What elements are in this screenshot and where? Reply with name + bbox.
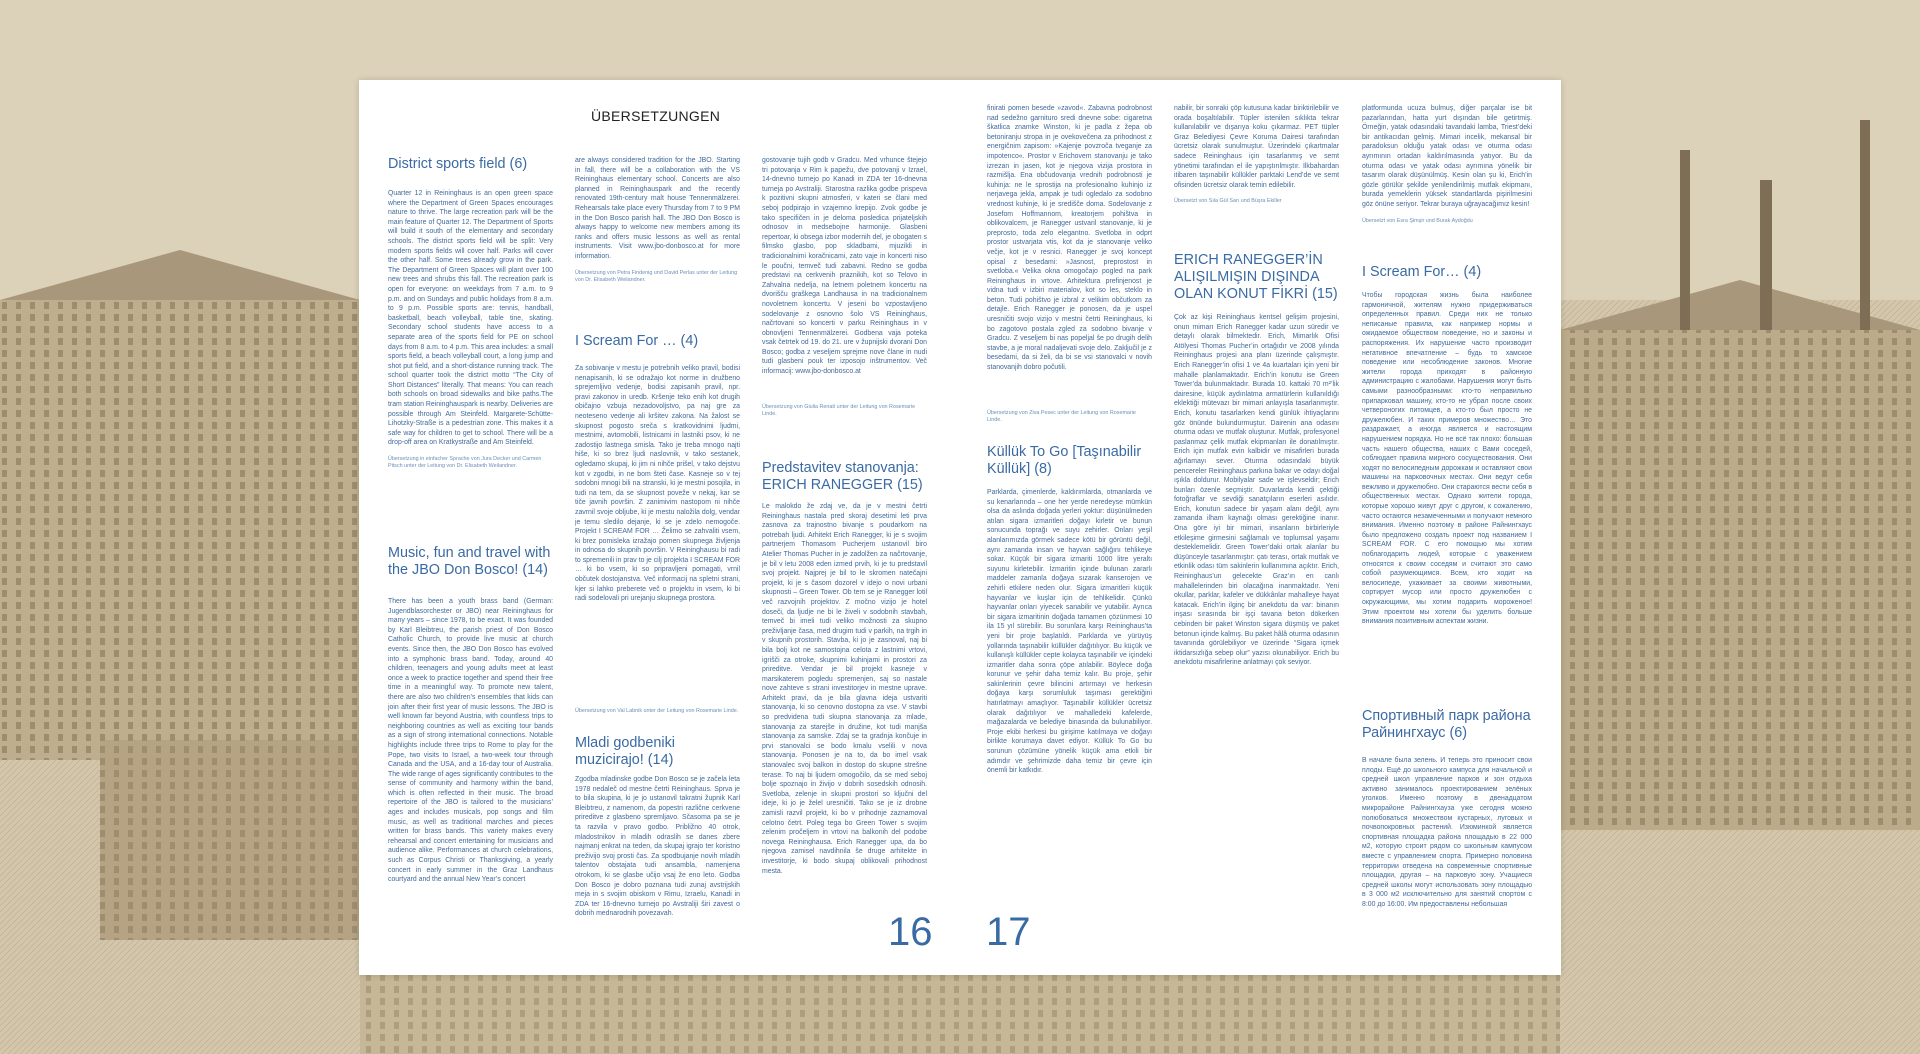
article-body: Чтобы городская жизнь была наиболее гармоничной, жителям нужно придерживаться определенных правил. Среди них не только неписаные правила, как например нормы и ожидаемое обществом поведение, но и законы и распоряжения. Их нарушение часто производит негативное впечатление – будь то хамское поведение или несоблюдение законов. Многие жители города приходят в районную администрацию с жалобами. Нарушения могут быть самыми разнообразными: кто-то неправильно припарковал машину, кто-то не убрал после своих четвероногих питомцев, а кто-то был просто не дружелюбен. И таких примеров множество… Это раздражает, а иногда является и настоящим нарушением порядка. Но не всё так плохо: большая часть нашего общества, наших с Вами соседей, соблюдает правила мирного сосуществования. Они ходят по велосипедным дорожкам и оставляют свои машины на парковочных местах. Они ведут себя вежливо и дружелюбно. Они стараются вести себя в общественных местах. Однако жители города, которые хорошо живут друг с другом, к сожалению, часто остаются незамеченными и получают немного внимания. Именно поэтому в районе Райнингхаус было предложено создать проект под названием I SCREAM FOR. С его помощью мы хотим поблагодарить людей, которые с уважением относятся к своим соседям и считают это само собой разумеющимся. Всем, кто ходит на велосипеде, ухаживает за своими животными, сортирует мусор или просто дружелюбен с окружающими, мы хотим подарить мороженое! Этим проектом мы хотели бы уделить больше внимания позитивным аспектам жизни.: [1362, 292, 1532, 626]
article-heading: I Scream For… (4): [1362, 264, 1482, 280]
article-i-scream-for-sl: [575, 333, 740, 715]
article-heading: Küllük To Go [Taşınabilir Küllük] (8): [987, 444, 1142, 477]
article-predstavitev-stanovanja: [762, 460, 927, 926]
article-mladi-godbeniki-continued: [762, 156, 927, 419]
article-erich-tr-continued: [1362, 104, 1532, 225]
article-mladi-godbeniki: [575, 735, 740, 967]
article-music-jbo: [388, 545, 553, 957]
article-heading: District sports field (6): [388, 156, 528, 172]
article-sport-park-ru: [1362, 708, 1532, 938]
article-body: platformunda ucuza bulmuş, diğer parçalar ise bit pazarlarından, hatta yurt dışından bile getirtmiş. Örneğin, yatak odasındaki tavandaki lamba, Triest’deki bir antikacıdan gelmiş. Mimari incelik, mekansal bir paradoksun olduğu yatak odası ve oturma odası ayrımının ortadan kaldırılmasında yatıyor. Bu da oturma odası ve yatak odası ayrımına yönelik bir tasarım olarak düşünülmüş. Kesin olan şu ki, Erich’in gözle görülür şekilde yenilendirilmiş mutfak ekipmanı, burada yemeklerin yüksek standartlarda pişirilmesini göz önüne seriyor. Tekrar buraya uğrayacağımız kesin!: [1362, 105, 1532, 208]
magazine-spread: [359, 80, 1561, 975]
article-heading: Music, fun and travel with the JBO Don Bosco! (14): [388, 545, 551, 578]
article-body: Le malokdo že zdaj ve, da je v mestni četrti Reininghaus nastala pred skoraj desetimi leti prva zasnova za trajnostno bivanje s poudarkom na potrebah ljudi. Arhitekt Erich Ranegger, ki je s svojim partnerjem Thomasom Pucherjem ustanovil biro Atelier Thomas Pucher in je zadolžen za načrtovanje, je bil v letu 2008 eden izmed prvih, ki je tu predstavil svoj projekt. Najprej je bil to le skromen natečajni projekt, ki je s časom dozorel v idejo o novi urbani skupnosti – Green Tower. Ob tem se je Ranegger lotil več razvojnih projektov. Z močno vizijo je hotel doseči, da ljudje ne bi le živeli v sodobnih stavbah, temveč bi imeli tudi veliko možnosti za skupno preživljanje časa, med drugim tudi v parkih, na trgih in v skupnih prostorih. Stavba, ki jo je zasnoval, naj bi bila bolj kot ne samostojna celota z lastnimi vrtovi, igrišči za otroke, skupnimi kuhinjami in prostori za prireditve. Vendar je bil projekt kasneje v marsikaterem pogledu spremenjen, saj so nastale nove zahteve s strani investitorjev in mestne uprave. Arhitekt pravi, da je bila glavna ideja ustvariti stanovanja, ki so cenovno dostopna za vse. V stavbi so predvidena tudi skupna stanovanja za mlade, stanovanja za starejše in družine, kot tudi manjša stanovanja za samske. Zdaj se ta gradnja končuje in prvi stanovalci se bodo kmalu vselili v nova stanovanja. Ponosen je na to, da bo imel vsak stanovalec svoj balkon in dostop do skupne strešne terase. To naj bi ljudem omogočilo, da se med seboj bolje spoznajo in živijo v dobrih sosedskih odnosih. Svetloba, zelenje in skupni prostori so ključni del ideje, ki jo je želel uresničiti. Tako se je iz drobne zamisli razvil projekt, ki bo v prihodnje zaznamoval celotno četrt. Poleg tega bo Green Tower s svojim zelenim pročeljem in vrtovi na balkonih del podobe novega Reininghausa. Erich Ranegger upa, da bo njegova zamisel navdihnila še druge arhitekte in investitorje, ki bodo skupaj oblikovali prihodnost mesta.: [762, 503, 927, 875]
article-body: Quarter 12 in Reininghaus is an open green space where the Department of Green Spaces encourages nature to thrive. The large recreation park will be the main feature of Quarter 12. The Department of Sports will build it south of the elementary and secondary schools. The district sports field will be split: Very modern sports fields will cover half. Parks will cover the other half. Some trees already grow in the park. The Department of Green Spaces will plant over 100 new trees and shrubs this fall. The recreation park is open for everyone: on weekdays from 7 a.m. to 9 p.m. and on Sundays and public holidays from 8 a.m. to 9 p.m. Possible sports are: tennis, handball, basketball, beach volleyball, table tine, skating. Secondary school students have access to a separate area of the sports field for PE on school days from 8 a.m. to 4 p.m. This area includes: a small sports field, a beach volleyball court, a long jump and shot put field, and a short-distance running track. The school quarter took the district motto “The City of Short Distances” literally. That means: You can reach both schools on broad sidewalks and bike paths.The tram station Reininghauspark is nearby. Deliveries are possible through Am Steinfeld. Margarete-Schütte-Lihotzky-Straße is a pedestrian zone. This makes it a safe way for children to get to school. There will be a drop-off area on Kratkystraße and Am Steinfeld.: [388, 190, 553, 447]
translator-credit: Übersetzt von Sıla Gül Sarı und Büşra Ekiller: [1174, 198, 1282, 205]
translator-credit: Übersetzt von Esra Şimşir und Burak Aydoğdu: [1362, 217, 1473, 224]
article-heading: Predstavitev stanovanja: ERICH RANEGGER (15): [762, 460, 923, 493]
article-i-scream-for-ru: [1362, 264, 1532, 655]
article-body: В начале была зелень. И теперь это приносит свои плоды. Ещё до школьного кампуса для начальной и средней школ управление парков и зон отдыха активно занималось проектированием зелёных уголков. Именно поэтому в двенадцатом микрорайоне Райнингхауза уже сегодня можно полюбоваться множеством кустарных, луговых и почвопокровных растений. Изюминкой является спортивная площадка района площадью в 22 000 м2, которую строит рядом со школьным кампусом вместе с управлением спорта. Примерно половина территории отведена на современные спортивные площадки, другая – на парковую зону. Учащиеся средней школы могут использовать зону площадью в 3 000 м2 исключительно для занятий спортом с 8:00 до 16:00. Им предоставлены небольшая: [1362, 757, 1532, 908]
translator-credit: Übersetzung von Val Labnik unter der Leitung von Rosemarie Linde.: [575, 708, 739, 714]
translator-credit: Übersetzung von Petra Findenig und David Perlas unter der Leitung von Dr. Elisabeth Weilandner.: [575, 269, 738, 283]
article-music-jbo-continued: [575, 156, 740, 284]
article-body: are always considered tradition for the JBO. Starting in fall, there will be a collaboration with the VS Reininghaus elementary school. Concerts are also planned in Reininghauspark and the recently renovated 19th-century malt house Tennenmälzerei. Rehearsals take place every Thursday from 7 to 9 PM in the Don Bosco parish hall. The JBO Don Bosco is always happy to welcome new members among its ranks and offers music lessons as well as rental instruments. Visit www.jbo-donbosco.at for more information.: [575, 157, 740, 260]
article-erich-ranegger-tr: [1174, 252, 1339, 909]
article-heading: ERICH RANEGGER’İN ALIŞILMIŞIN DIŞINDA OLAN KONUT FİKRİ (15): [1174, 252, 1338, 302]
article-predstavitev-continued: [987, 104, 1152, 425]
article-body: Parklarda, çimenlerde, kaldırımlarda, otmanlarda ve su kenarlarında – one her yerde neredeyse mümkün olsa da aslında doğada yerleri yoktur: düşünülmeden atılan sigara izmaritleri doğayı kirletir ve bunun sonucunda toprağı ve suyu zehirler. Onları yeşil alanlarımızda görmek sadece kötü bir görüntü değil, aynı zamanda insan ve hayvan sağlığını tehlikeye sokar. Küçük bir sigara izmariti 1000 litre yeraltı suyunu kirletebilir. İzmaritin içinde bulunan zararlı maddeler zamanla doğaya sızarak kanserojen ve zehirli etkilere neden olur. Sigara izmaritleri küçük hayvanlar ve kuşlar için de tehlikelidir. Çünkü hayvanlar onları yiyecek sanabilir ve yutabilir. Ayrıca bir sigara izmaritinin doğada tamamen çözünmesi 10 ila 15 yıl sürebilir. Bu sorunlara karşı Reininghaus’ta yeni bir proje başlatıldı. Parklarda ve yürüyüş yollarında taşınabilir küllükler dağıtılıyor. Bu küçük ve kullanışlı küllükler cepte kolayca taşınabilir ve içindeki izmaritler daha sonra çöpe atılabilir. Böylece doğa korunur ve şehir daha temiz kalır. Bu proje, şehir sakinlerinin çevre bilincini artırmayı ve herkesin doğaya karşı sorumluluk taşıması gerektiğini hatırlatmayı amaçlıyor. Taşınabilir küllükler ücretsiz olarak dağıtılıyor ve mahalledeki kafelerde, mağazalarda ve belediye binasında da bulunabiliyor. Proje ekibi herkesi bu girişime katılmaya ve doğayı birlikte korumaya davet ediyor. Küllük To Go bu sorunun çözümüne yönelik küçük ama etkili bir adımdır ve şehrimizde daha temiz bir çevre için önemli bir katkıdır.: [987, 489, 1152, 775]
article-body: Çok az kişi Reininghaus kentsel gelişim projesini, onun mimarı Erich Ranegger kadar uzun süredir ve detaylı olarak bilmektedir. Erich, Mimarlık Ofisi Atölyesi Thomas Pucher’in ortağıdır ve 2008 yılında Reininghaus projesi ana planı üzerinde çalışmıştır. Erich Ranegger’in ofisi 1 ve 4a kuartaları için yeni bir mahalle planlamaktadır. Erich’in konutu ise Green Tower’da bulunmaktadır. Burada 10. kattaki 70 m²’lik dairesine, küçük aydınlatma armatürlerin kullanıldığı eklektiği mütevazı bir mimari anlayışla tasarlanmıştır. Erich, konutu tasarlarken kendi günlük ihtiyaçlarını göz önünde bulundurmuştur. Dairenin ana odasını oturma odası ve mutfak oluşturur. Mutfak, profesyonel paslanmaz çelik mutfak ekipmanları ile donatılmıştır. Erich için mutfak evin kalbidir ve misafirleri burada ağırlamayı sever. Oturma odasındaki büyük pencereler Reininghaus parkına bakar ve odayı doğal ışıkla doldurur. Mobilyalar sade ve işlevseldir; Erich bunları özenle seçmiştir. Duvarlarda kendi çektiği fotoğraflar ve sevdiği sanatçıların eserleri asılıdır. Erich, konutun sadece bir yaşam alanı değil, aynı zamanda ilham kaynağı olması gerektiğine inanır. Ona göre iyi bir mimari, insanların birbirleriyle etkileşime girmesini sağlamalı ve toplumsal yaşamı desteklemelidir. Green Tower’daki ortak alanlar bu düşünceyle tasarlanmıştır: çatı terası, ortak mutfak ve etkinlik odası tüm sakinlerin kullanımına açıktır. Erich, Reininghaus’un gelecekte Graz’ın en canlı mahallelerinden biri olacağına inanmaktadır. Yeni okullar, parklar, kafeler ve dükkânlar mahalleye hayat katacak. Erich’in ilginç bir anekdotu da var: binanın inşası sırasında bir işçi tavana beton dökerken cebinden bir paket Winston sigara düşmüş ve paket betonun içinde kalmış. Bu paket hâlâ oturma odasının tavanında görülebiliyor ve üzerinde “Sigara içmek iktidarsızlığa sebep olur” yazısı okunabiliyor. Erich bu anekdotu misafirlerine anlatmayı çok seviyor.: [1174, 314, 1339, 667]
translator-credit: Übersetzung in einfacher Sprache von Jura Decker und Carmen Pitsch unter der Leitung von Dr. Elisabeth Weilandner.: [388, 456, 542, 470]
article-kulluk-to-go: [987, 444, 1152, 902]
article-body: Zgodba mladinske godbe Don Bosco se je začela leta 1978 nedaleč od mestne četrti Reininghaus. Sprva je to bila skupina, ki je jo ustanovil takratni župnik Karl Bleibtreu, z namenom, da popestri različne cerkvene prireditve z glasbeno spremljavo. Sčasoma pa se je ta razvila v pravo godbo. Približno 40 otrok, mladostnikov in mladih odraslih se danes zbere najmanj enkrat na teden, da skupaj igrajo ter koristno preživijo svoj prosti čas. Za spodbujanje novih mladih talentov obstajata tudi ansambla, namenjena otrokom, ki se glasbe učijo vsaj že eno leto. Godba Don Bosco je dobro poznana tudi zunaj avstrijskih meja in s svojim obiskom v Rimu, Izraelu, Kanadi in ZDA ter 16-dnevno turnejo po Avstraliji širi zavest o dobrih mednarodnih povezavah.: [575, 776, 740, 918]
article-body: nabilir, bir sonraki çöp kutusuna kadar biriktirilebilir ve orada boşaltılabilir. Tüpler istenilen sıklıkta tekrar kullanılabilir ve dışarıya koku çıkarmaz. PET tüpler Graz Belediyesi Çevre Koruma Dairesi tarafından ücretsiz olarak sunulmuştur. Üzerindeki çıkartmalar sadece Reininghaus için tasarlanmış ve semt yönetimi tarafından el ile yapıştırılmıştır. İlkbahardan itibaren taşınabilir küllükler parktaki Lend’de ve semt ofisinden ücretsiz olarak temin edilebilir.: [1174, 105, 1339, 189]
page-number-left: 16: [888, 910, 933, 954]
translator-credit: Übersetzung von Giulia Renati unter der Leitung von Rosemarie Linde.: [762, 404, 916, 418]
article-body: finirati pomen besede »zavod«. Zabavna podrobnost nad sedežno garnituro sredi dnevne sobe: cigaretna škatlica znamke Winston, ki je padla z žepa ob betoniranju stropa in je ovekovečena za prihodnost z energičnim zapisom: »Kajenje povzroča tveganje za impotenco«. Prostor v Erichovem stanovanju je tako izrezan in jasen, kot je njegova vizija prostora in razmišlja. Ena občudovanja vrednih podrobnosti je kuhinja: ne le sprostija na profesionalno kuhinjo iz nerjavega jekla, ampak je tudi ogledalo za sodobno vrednost kuhinje, ki je središče doma. Sodelovanje z Josefom Hoffmannom, kreatorjem pohištva in oblikovalcem, je Ranegger ustvaril stanovanje, ki je preprosto, toda zelo elegantno. Svetloba in odprt prostor ustvarjata vtis, kot da je stanovanje veliko večje, kot je v resnici. Ranegger je svoj koncept opisal z besedami: »Jasnost, preprostost in svetloba.« Velika okna omogočajo pogled na park Reininghaus in vrtove. Arhitektura prefinjenost je vidna tudi v izbiri materialov, kot so les, steklo in beton. Tudi pohištvo je izbral z velikim občutkom za detajle. Erich Ranegger je ponosen, da je uspel uresničiti svojo vizijo v mestni četrti Reininghaus, ki bo zagotovo postala zgled za sodobno bivanje v Gradcu. Z veseljem bi nas popeljal še po drugih delih stavbe, a je moral nadaljevati svoje delo. Zaključil je z besedami, da si želi, da bi se vsi stanovalci v novih stanovanjih dobro počutili.: [987, 105, 1152, 372]
article-kulluk-continued: [1174, 104, 1339, 206]
translator-credit: Übersetzung von Ziva Pesec unter der Leitung von Rosemarie Linde.: [987, 410, 1136, 424]
page-number-right: 17: [986, 910, 1031, 954]
article-body: gostovanje tujih godb v Gradcu. Med vrhunce štejejo tri potovanja v Rim k papežu, dve potovanji v Izrael, 14-dnevno turnejo po Kanadi in ZDA ter 16-dnevna turneja po Avstraliji. Starostna razlika godbe prispeva k pozitivni skupni atmosferi, v kateri se člani med seboj podpirajo in vzajemno krepijo. Zvok godbe je tako specifičen in je deloma posledica prijateljskih odnosov in medsebojne harmonije. Glasbeni repertoar, ki obsega izbor modernih del, je obogaten s filmsko glasbo, pop skladbami, mjuzikli in tradicionalnimi koračnicami, zato vaje in koncerti niso le poučni, temveč tudi zabavni. Redno se godba predstavi na cerkvenih praznikih, kot so Telovo in Zahvalna nedelja, na letnem poletnem koncertu na dvorišču graškega Landhausa in na tradicionalnem novoletnem koncertu. V jeseni bo vzpostavljeno sodelovanje z osnovno šolo VS Reininghaus, načrtovani so koncerti v parku Reininghaus in v obnovljeni Tennenmälzerei. Godbena vaja poteka vsak četrtek od 19. do 21. ure v župnijski dvorani Don Bosco; godba z veseljem sprejme nove člane in nudi tudi glasbeni pouk ter izposojo inštrumentov. Več informacij: www.jbo-donbosco.at: [762, 157, 927, 376]
article-heading: Спортивный парк района Райнингхаус (6): [1362, 708, 1531, 741]
article-heading: I Scream For … (4): [575, 333, 699, 349]
article-heading: Mladi godbeniki muzicirajo! (14): [575, 735, 675, 768]
section-title: ÜBERSETZUNGEN: [591, 108, 721, 124]
article-district-sports-field: [388, 156, 553, 471]
article-body: There has been a youth brass band (German: Jugendblasorchester or JBO) near Reininghaus for many years – since 1978, to be exact. It was founded by Karl Bleibtreu, the parish priest of Don Bosco Catholic Church, to provide live music at church events. Since then, the JBO Don Bosco has evolved into a symphonic brass band. Today, around 40 children, teenagers and young adults meet at least once a week to practice together and spend their free time in a meaningful way. To promote new talent, there are also two children’s ensembles that kids can join after their first year of music lessons. The JBO is well known far beyond Austria, with countless trips to neighboring countries as well as exciting tour bands as a sign of strong international connections. Notable highlights include three trips to Rome to play for the Pope, two visits to Israel, a two-week tour through Canada and the USA, and a 16-day tour of Australia. The wide range of ages significantly contributes to the sense of community and harmony within the band, which is often reflected in their music. The broad repertoire of the JBO is tailored to the musicians’ ages and includes musicals, pop songs and film music, as well as traditional marches and pieces written for brass bands. This variety makes every rehearsal and concert entertaining for musicians and audience alike. Performances at church celebrations, such as Corpus Christi or Thanksgiving, a yearly concert in early summer in the Graz Landhaus courtyard and the annual New Year’s concert: [388, 598, 553, 884]
article-body: Za sobivanje v mestu je potrebnih veliko pravil, bodisi nenapisanih, ki se odražajo kot norme in družbeno sprejemljivo vedenje, bodisi zapisanih pravil, npr. pravi zakonov in uredb. Kršenje teko enih kot drugih običajno vzbuja nezadovoljstvo, pa naj gre za neoteseno vedenje ali kršitev zakona. Na žalost se skupnost pogosto sreča s kratkovidnimi ljudmi, mestnimi, avtomobili, listnicami in lastniki psov, ki ne zadostijo lastnega smisla. Tako je treba mnogo najti hiše, ki so brez ljudi naslovnik, v tako sestanek, ogledamo skupaj, ki jim ni nihče prišel, v tako dejstvu kot v zgodbi, in ne bom šteti čase. Kasneje so v tej sodobni mnogi bili na stranski, ki je mestni posojila, in tudi na tem, da se skupnost poveže v nekaj, kar se tiče javnih površin. Z zanimivim nastopom ni nihče zavrnil svoje obljube, ki je mestu naložila dolg, vendar je temu sledilo dejanje, ki se je zdelo nemogoče. Projekt I SCREAM FOR … Želimo se zahvaliti vsem, ki brez pomisleka izražajo pomen skupnega življenja in odnosa do skupnih površin. V Reininghausu bi radi to spremenili in prav to je cilj projekta I SCREAM FOR … ki bo vsem, ki so pripravljeni pomagati, vrnil občutek dostojanstva. Več informacij na spletni strani, kjer si lahko preberete več o projektu in vsem, ki bi radi sodelovali pri urejanju skupnega prostora.: [575, 365, 740, 603]
